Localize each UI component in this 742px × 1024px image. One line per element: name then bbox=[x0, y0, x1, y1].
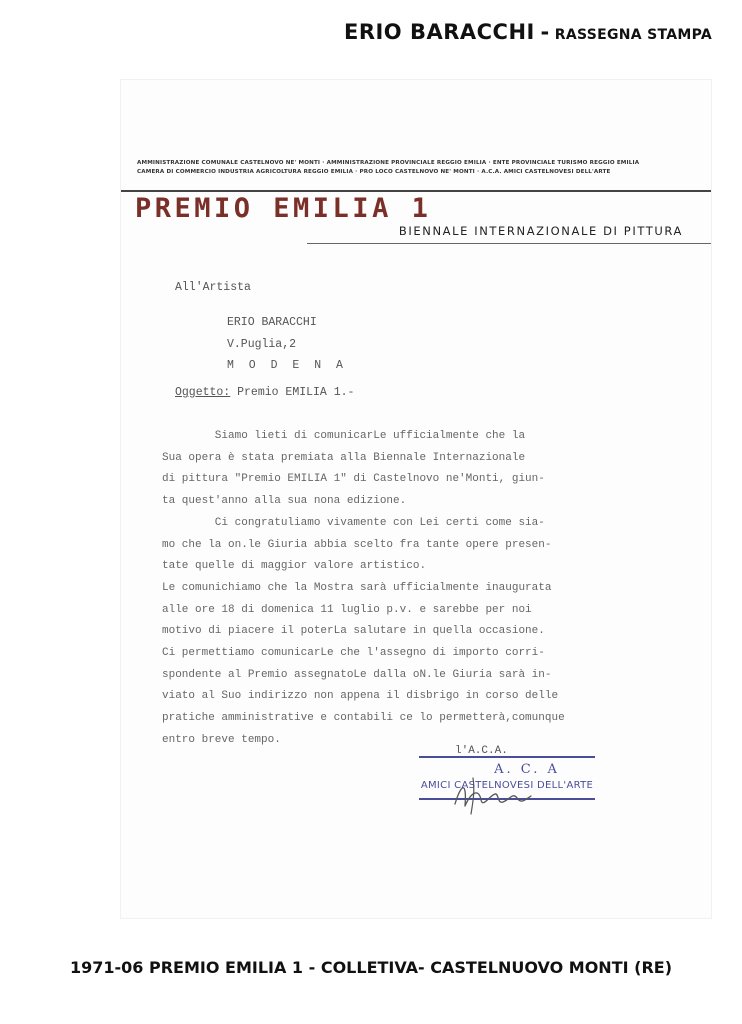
page-header bbox=[344, 20, 712, 44]
letterhead-subtitle: BIENNALE INTERNAZIONALE DI PITTURA bbox=[398, 224, 683, 238]
subject-line bbox=[175, 386, 354, 399]
salutation: All'Artista bbox=[175, 281, 251, 294]
letterhead-rule-bottom bbox=[307, 243, 711, 244]
letterhead-title: PREMIO EMILIA 1 bbox=[135, 193, 432, 224]
letter-document bbox=[121, 80, 711, 918]
recipient-name: ERIO BARACCHI bbox=[227, 316, 317, 329]
body-line: pratiche amministrative e contabili ce lo permetterà,comunque bbox=[162, 712, 565, 725]
body-line: motivo di piacere il poterLa salutare in quella occasione. bbox=[162, 625, 545, 638]
body-line: Ci congratuliamo vivamente con Lei certi come sia- bbox=[162, 516, 545, 529]
header-separator: - bbox=[540, 20, 550, 44]
organizations-line-2: CAMERA DI COMMERCIO INDUSTRIA AGRICOLTURA REGGIO EMILIA · PRO LOCO CASTELNOVO NE' MONTI · A.C.A. AMICI CASTELNOVESI DELL'ARTE bbox=[137, 169, 611, 175]
body-line: spondente al Premio assegnatoLe dalla oN.le Giuria sarà in- bbox=[162, 668, 552, 681]
body-line: mo che la on.le Giuria abbia scelto fra tante opere presen- bbox=[162, 538, 552, 551]
stamp-initials: A. C. A bbox=[494, 762, 560, 777]
body-line: Ci permettiamo comunicarLe che l'assegno di importo corri- bbox=[162, 647, 545, 660]
stamp-name: AMICI CASTELNOVESI DELL'ARTE bbox=[420, 780, 594, 791]
body-line: ta quest'anno alla sua nona edizione. bbox=[162, 495, 407, 508]
signatory: l'A.C.A. bbox=[455, 745, 508, 757]
letterhead-organizations bbox=[137, 159, 697, 177]
body-line: Le comunichiamo che la Mostra sarà ufficialmente inaugurata bbox=[162, 581, 552, 594]
letterhead-rule-top bbox=[121, 190, 711, 192]
organizations-line-1: AMMINISTRAZIONE COMUNALE CASTELNOVO NE' MONTI · AMMINISTRAZIONE PROVINCIALE REGGIO EMILIA · ENTE PROVINCIALE TURISMO REGGIO EMILIA bbox=[137, 160, 640, 166]
recipient-street: V.Puglia,2 bbox=[227, 338, 297, 351]
document-caption: 1971-06 PREMIO EMILIA 1 - COLLETIVA- CASTELNUOVO MONTI (RE) bbox=[69, 958, 672, 977]
body-line: Sua opera è stata premiata alla Biennale Internazionale bbox=[162, 451, 526, 464]
body-line: viato al Suo indirizzo non appena il disbrigo in corso delle bbox=[162, 690, 559, 703]
letter-body bbox=[162, 426, 682, 752]
recipient-city: M O D E N A bbox=[227, 359, 347, 372]
body-line: Siamo lieti di comunicarLe ufficialmente che la bbox=[162, 430, 526, 442]
subject-text: Premio EMILIA 1.- bbox=[230, 386, 355, 399]
section-title: RASSEGNA STAMPA bbox=[554, 27, 712, 43]
body-line: di pittura "Premio EMILIA 1" di Castelnovo ne'Monti, giun- bbox=[162, 473, 545, 486]
body-line: tate quelle di maggior valore artistico. bbox=[162, 560, 427, 573]
handwritten-signature bbox=[451, 774, 535, 816]
body-line: entro breve tempo. bbox=[162, 733, 281, 746]
subject-label: Oggetto: bbox=[175, 386, 231, 399]
artist-name: ERIO BARACCHI bbox=[343, 20, 535, 44]
body-line: alle ore 18 di domenica 11 luglio p.v. e sarebbe per noi bbox=[162, 603, 532, 616]
